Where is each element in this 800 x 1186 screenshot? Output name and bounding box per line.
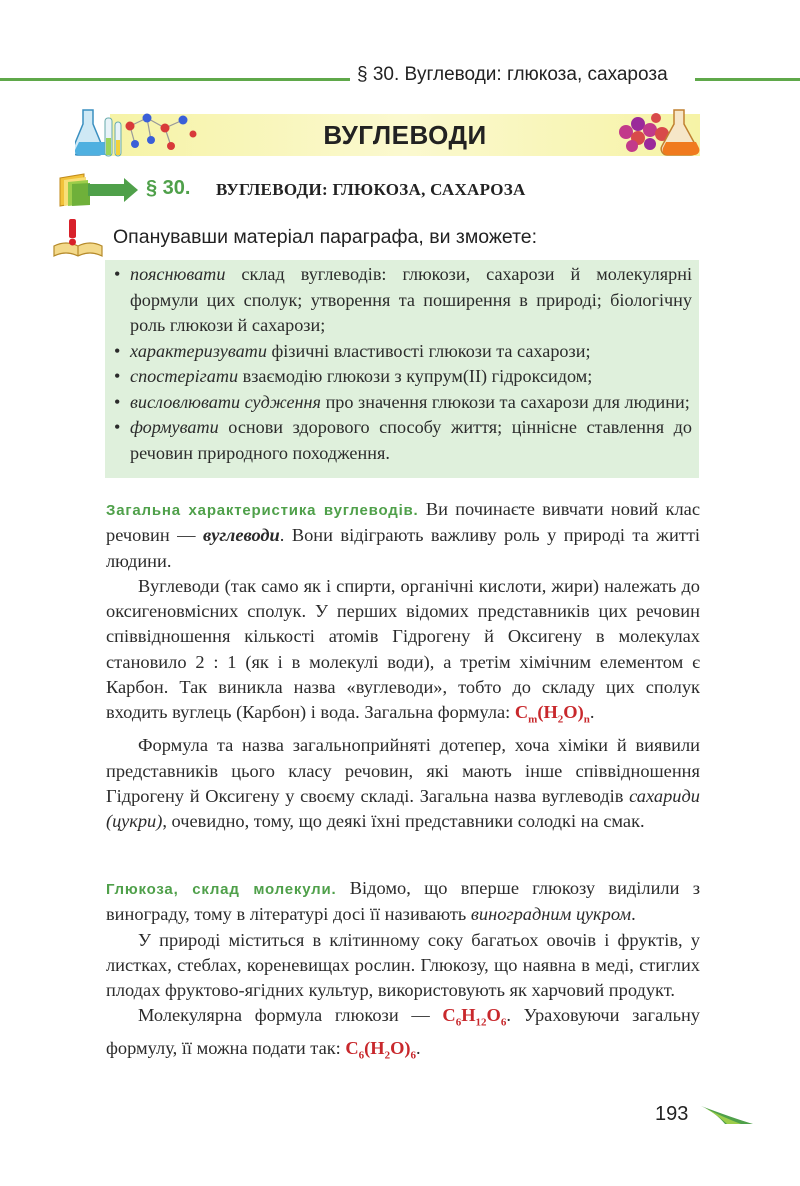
glucose-formula: $C_6H_{12}O_6$	[442, 1005, 507, 1030]
chapter-title: ВУГЛЕВОДИ	[323, 120, 487, 150]
paragraph-text: Відомо, що вперше глюкозу виділили з винограду, тому в літературі досі її називають	[106, 878, 701, 925]
section-glucose-composition	[106, 876, 700, 1069]
list-item	[112, 390, 692, 416]
objective-verb: формувати	[130, 417, 219, 437]
book-arrow-icon	[58, 172, 138, 208]
objective-text: взаємодію глюкози з купрум(ІІ) гідроксидом;	[238, 366, 593, 386]
list-item	[112, 364, 692, 390]
paragraph-text: Ви починаєте вивчати новий клас речовин —	[106, 499, 700, 546]
paragraph	[106, 876, 700, 928]
section-title: ВУГЛЕВОДИ: ГЛЮКОЗА, САХАРОЗА	[216, 180, 526, 199]
objectives-list	[112, 262, 692, 466]
paragraph-text: У природі міститься в клітинному соку багатьох овочів і фруктів, у листках, стеблах, кореневищах рослин. Глюкозу, що наявна в меді, стиглих плодах фруктово-ягідних культур, використовують як харчовий продукт.	[106, 929, 700, 1001]
punctuation: .	[589, 702, 595, 723]
paragraph	[106, 733, 700, 834]
list-item	[112, 339, 692, 365]
paragraph-text: Молекулярна формула глюкози —	[138, 1005, 443, 1026]
paragraph-text: , очевидно, тому, що деякі їхні представники солодкі на смак.	[162, 811, 645, 832]
open-book-exclamation-icon	[50, 218, 106, 260]
paragraph-text: Формула та назва загальноприйняті дотепер, хоча хіміки й виявили представників цього класу речовин, які мають інше співвідношення Гідрогену й Оксигену у своєму складі. Загальна назва вуглеводів	[106, 735, 700, 806]
objective-verb: пояснювати	[130, 264, 226, 284]
objective-text: фізичні властивості глюкози та сахарози;	[266, 340, 591, 361]
intro-text: Опанувавши матеріал параграфа, ви зможете:	[113, 226, 538, 248]
list-item	[112, 262, 692, 339]
objective-verb: висловлювати судження	[130, 391, 322, 412]
running-title: § 30. Вуглеводи: глюкоза, сахароза	[357, 64, 668, 85]
page-corner-leaf-icon	[701, 1104, 753, 1128]
objective-text: склад вуглеводів: глюкози, сахарози й молекулярні формули цих сполук; утворення та поширення в природі; біологічну роль глюкози й сахарози;	[130, 264, 692, 335]
subsection-heading: Загальна характеристика вуглеводів.	[106, 502, 419, 519]
objective-text: основи здорового способу життя; ціннісне ставлення до речовин природного походження.	[130, 417, 692, 463]
paragraph-text: . Ураховуючи загальну формулу, її можна подати так:	[106, 1005, 700, 1059]
paragraph-text: . Вони відіграють важливу роль у природі та житті людини.	[106, 525, 700, 571]
section-carbohydrates-overview	[106, 497, 700, 835]
objective-verb: характеризувати	[130, 340, 267, 361]
subsection-heading: Глюкоза, склад молекули.	[106, 881, 337, 898]
general-formula: $C_m(H_2O)_n$	[514, 702, 590, 727]
term-italic: сахариди (цукри)	[106, 785, 700, 832]
paragraph	[106, 1003, 700, 1069]
paragraph	[106, 928, 700, 1004]
page-number: 193	[655, 1103, 689, 1125]
punctuation: .	[631, 904, 636, 925]
objective-verb: спостерігати	[130, 366, 239, 386]
paragraph-text: Вуглеводи (так само як і спирти, органічні кислоти, жири) належать до оксигеновмісних сполук. У перших відомих представників цих речовин співвідношення кількості атомів Гідрогену й Оксигену в молекулах становило 2 : 1 (як і в молекулі води), а третім хімічним елементом є Карбон. Так виникла назва «вуглеводи», тобто до складу цих сполук входить вуглець (Карбон) і вода. Загальна формула:	[106, 575, 700, 723]
glucose-general-formula: $C_6(H_2O)_6$	[345, 1038, 417, 1063]
list-item	[112, 415, 692, 466]
paragraph	[106, 497, 700, 574]
paragraph	[106, 574, 700, 733]
term-italic: виноградним цукром	[470, 904, 632, 925]
section-number: § 30.	[146, 177, 191, 199]
objective-text: про значення глюкози та сахарози для людини;	[321, 391, 690, 412]
key-term: вуглеводи	[202, 525, 280, 546]
punctuation: .	[416, 1038, 421, 1059]
